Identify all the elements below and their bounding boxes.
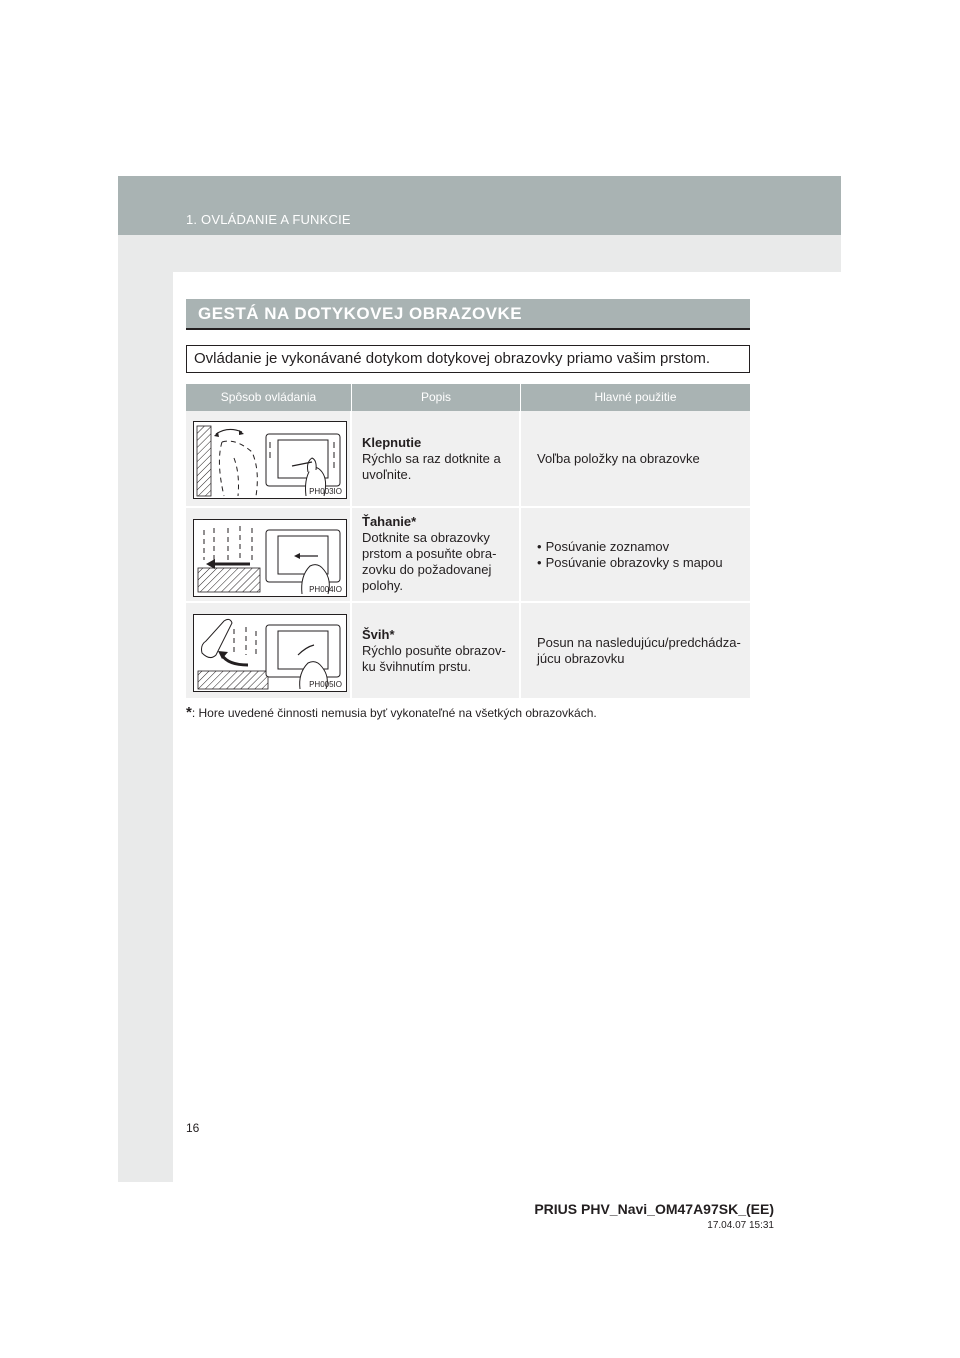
column-divider [519, 508, 521, 601]
gesture-term: Švih* [362, 627, 395, 642]
gesture-term: Klepnutie [362, 435, 422, 450]
table-row [186, 411, 750, 506]
column-divider [350, 508, 352, 601]
gesture-description: Rýchlo sa raz dotknite a uvoľnite. [362, 451, 501, 482]
document-timestamp: 17.04.07 15:31 [707, 1220, 774, 1231]
intro-box [186, 345, 750, 373]
chapter-title: 1. OVLÁDANIE A FUNKCIE [186, 212, 351, 227]
column-header-method: Spôsob ovládania [220, 390, 317, 404]
description-cell [362, 435, 516, 483]
gesture-term: Ťahanie* [362, 514, 417, 529]
table-row [186, 508, 750, 601]
description-cell [362, 627, 516, 675]
image-code: PH003IO [309, 487, 342, 496]
usage-cell: Voľba položky na obrazovke [537, 451, 700, 466]
gesture-description: Rýchlo posuňte obrazov- ku švihnutím prstu. [362, 643, 506, 674]
page-number: 16 [186, 1121, 200, 1135]
tap-illustration [193, 421, 347, 499]
flick-illustration [193, 614, 347, 692]
gesture-description: Dotknite sa obrazovky prstom a posuňte obra- zovku do požadovanej polohy. [362, 530, 497, 593]
table-row [186, 603, 750, 698]
usage-bullet: • Posúvanie zoznamov [537, 539, 747, 555]
column-header-usage: Hlavné použitie [594, 390, 677, 404]
table-header [186, 384, 750, 411]
footnote [186, 704, 597, 721]
intro-text: Ovládanie je vykonávané dotykom dotykovej obrazovky priamo vašim prstom. [194, 350, 711, 367]
column-divider [519, 411, 521, 506]
description-cell [362, 514, 516, 594]
column-divider [350, 603, 352, 698]
document-id: PRIUS PHV_Navi_OM47A97SK_(EE) [534, 1201, 774, 1217]
usage-cell: Posun na nasledujúcu/predchádza- júcu obrazovku [537, 635, 741, 666]
drag-illustration [193, 519, 347, 597]
footnote-marker: * [186, 704, 192, 721]
usage-cell [537, 539, 747, 571]
column-divider [519, 603, 521, 698]
image-code: PH005IO [309, 680, 342, 689]
section-title: GESTÁ NA DOTYKOVEJ OBRAZOVKE [198, 304, 523, 323]
image-code: PH004IO [309, 585, 342, 594]
column-divider [350, 411, 352, 506]
column-header-description: Popis [420, 390, 452, 404]
footnote-text: : Hore uvedené činnosti nemusia byť vykonateľné na všetkých obrazovkách. [191, 706, 597, 720]
section-rule [186, 328, 750, 330]
usage-bullet: • Posúvanie obrazovky s mapou [537, 555, 747, 571]
section-header [186, 299, 750, 328]
